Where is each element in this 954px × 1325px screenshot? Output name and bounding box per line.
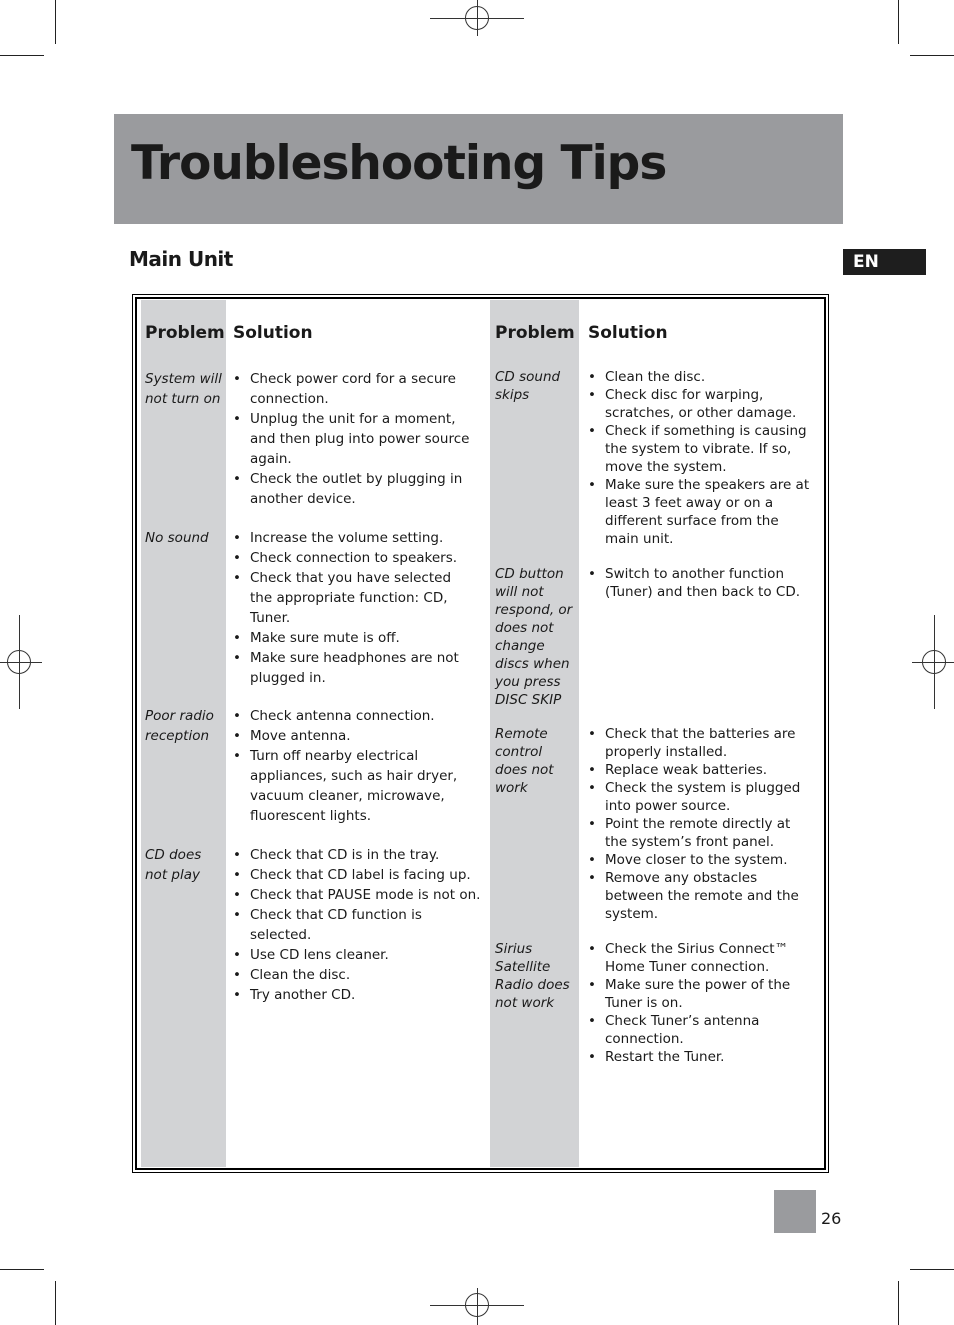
solution-item: • Restart the Tuner.: [588, 1048, 813, 1066]
page-number: 26: [821, 1209, 842, 1228]
solution-item: • Point the remote directly at the system’s front panel.: [588, 815, 813, 851]
crop-mark: [898, 0, 899, 44]
solution-item: • Remove any obstacles between the remote and the system.: [588, 869, 813, 923]
solution-item: • Make sure the speakers are at least 3 feet away or on a different surface from the main unit.: [588, 476, 813, 548]
problem-sirius-radio-not-working: Sirius Satellite Radio does not work: [495, 941, 570, 1011]
crop-mark: [898, 1281, 899, 1325]
solution-item: • Check the Sirius Connect™ Home Tuner connection.: [588, 940, 813, 976]
solution-list: [588, 725, 813, 923]
problem-cd-does-not-play: CD does not play: [145, 847, 202, 883]
problem-no-sound: No sound: [145, 530, 209, 546]
header-problem-left: Problem: [145, 323, 225, 343]
solution-item: • Check that you have selected the appropriate function: CD, Tuner.: [233, 568, 473, 628]
header-solution-right: Solution: [588, 323, 668, 343]
solution-item: • Clean the disc.: [588, 368, 813, 386]
problem-cd-button-not-responding: CD button will not respond, or does not change discs when you press DISC SKIP: [495, 566, 573, 708]
solution-item: • Check power cord for a secure connection.: [233, 369, 473, 409]
problem-poor-radio-reception: Poor radio reception: [145, 708, 214, 744]
header-solution-left: Solution: [233, 323, 313, 343]
problem-cd-sound-skips: CD sound skips: [495, 369, 561, 403]
solution-item: • Clean the disc.: [233, 965, 483, 985]
crop-mark: [910, 1269, 954, 1270]
page-number-box: [774, 1190, 816, 1233]
solution-list: [233, 369, 473, 509]
solution-item: • Move antenna.: [233, 726, 473, 746]
solution-item: • Use CD lens cleaner.: [233, 945, 483, 965]
language-tab: EN: [843, 249, 926, 275]
solution-item: • Replace weak batteries.: [588, 761, 813, 779]
crop-mark: [55, 1281, 56, 1325]
solution-item: • Check disc for warping, scratches, or other damage.: [588, 386, 813, 422]
crop-mark: [55, 0, 56, 44]
solution-item: • Unplug the unit for a moment, and then plug into power source again.: [233, 409, 473, 469]
crop-mark: [0, 1269, 44, 1270]
crop-mark: [910, 55, 954, 56]
solution-list: [233, 528, 473, 688]
solution-list: [588, 940, 813, 1066]
solution-item: • Check connection to speakers.: [233, 548, 473, 568]
solution-item: • Check that CD is in the tray.: [233, 845, 483, 865]
solution-list: [233, 706, 473, 826]
solution-item: • Make sure headphones are not plugged in.: [233, 648, 473, 688]
crop-mark: [0, 55, 44, 56]
solution-item: • Check the system is plugged into power source.: [588, 779, 813, 815]
solution-item: • Turn off nearby electrical appliances, such as hair dryer, vacuum cleaner, microwave, fluorescent lights.: [233, 746, 473, 826]
solution-list: [588, 565, 813, 601]
solution-list: [233, 845, 483, 1005]
solution-item: • Check antenna connection.: [233, 706, 473, 726]
solution-item: • Make sure the power of the Tuner is on.: [588, 976, 813, 1012]
solution-item: • Increase the volume setting.: [233, 528, 473, 548]
page-title: Troubleshooting Tips: [131, 136, 667, 191]
section-heading: Main Unit: [129, 247, 233, 271]
problem-system-will-not-turn-on: System will not turn on: [145, 371, 222, 407]
solution-item: • Switch to another function (Tuner) and then back to CD.: [588, 565, 813, 601]
solution-item: • Check if something is causing the system to vibrate. If so, move the system.: [588, 422, 813, 476]
solution-item: • Move closer to the system.: [588, 851, 813, 869]
solution-item: • Check that the batteries are properly installed.: [588, 725, 813, 761]
solution-item: • Check that CD function is selected.: [233, 905, 483, 945]
header-problem-right: Problem: [495, 323, 575, 343]
problem-remote-control-not-working: Remote control does not work: [495, 726, 554, 796]
solution-item: • Check that CD label is facing up.: [233, 865, 483, 885]
solution-item: • Check Tuner’s antenna connection.: [588, 1012, 813, 1048]
solution-item: • Try another CD.: [233, 985, 483, 1005]
solution-item: • Check the outlet by plugging in another device.: [233, 469, 473, 509]
solution-item: • Check that PAUSE mode is not on.: [233, 885, 483, 905]
solution-item: • Make sure mute is off.: [233, 628, 473, 648]
solution-list: [588, 368, 813, 548]
